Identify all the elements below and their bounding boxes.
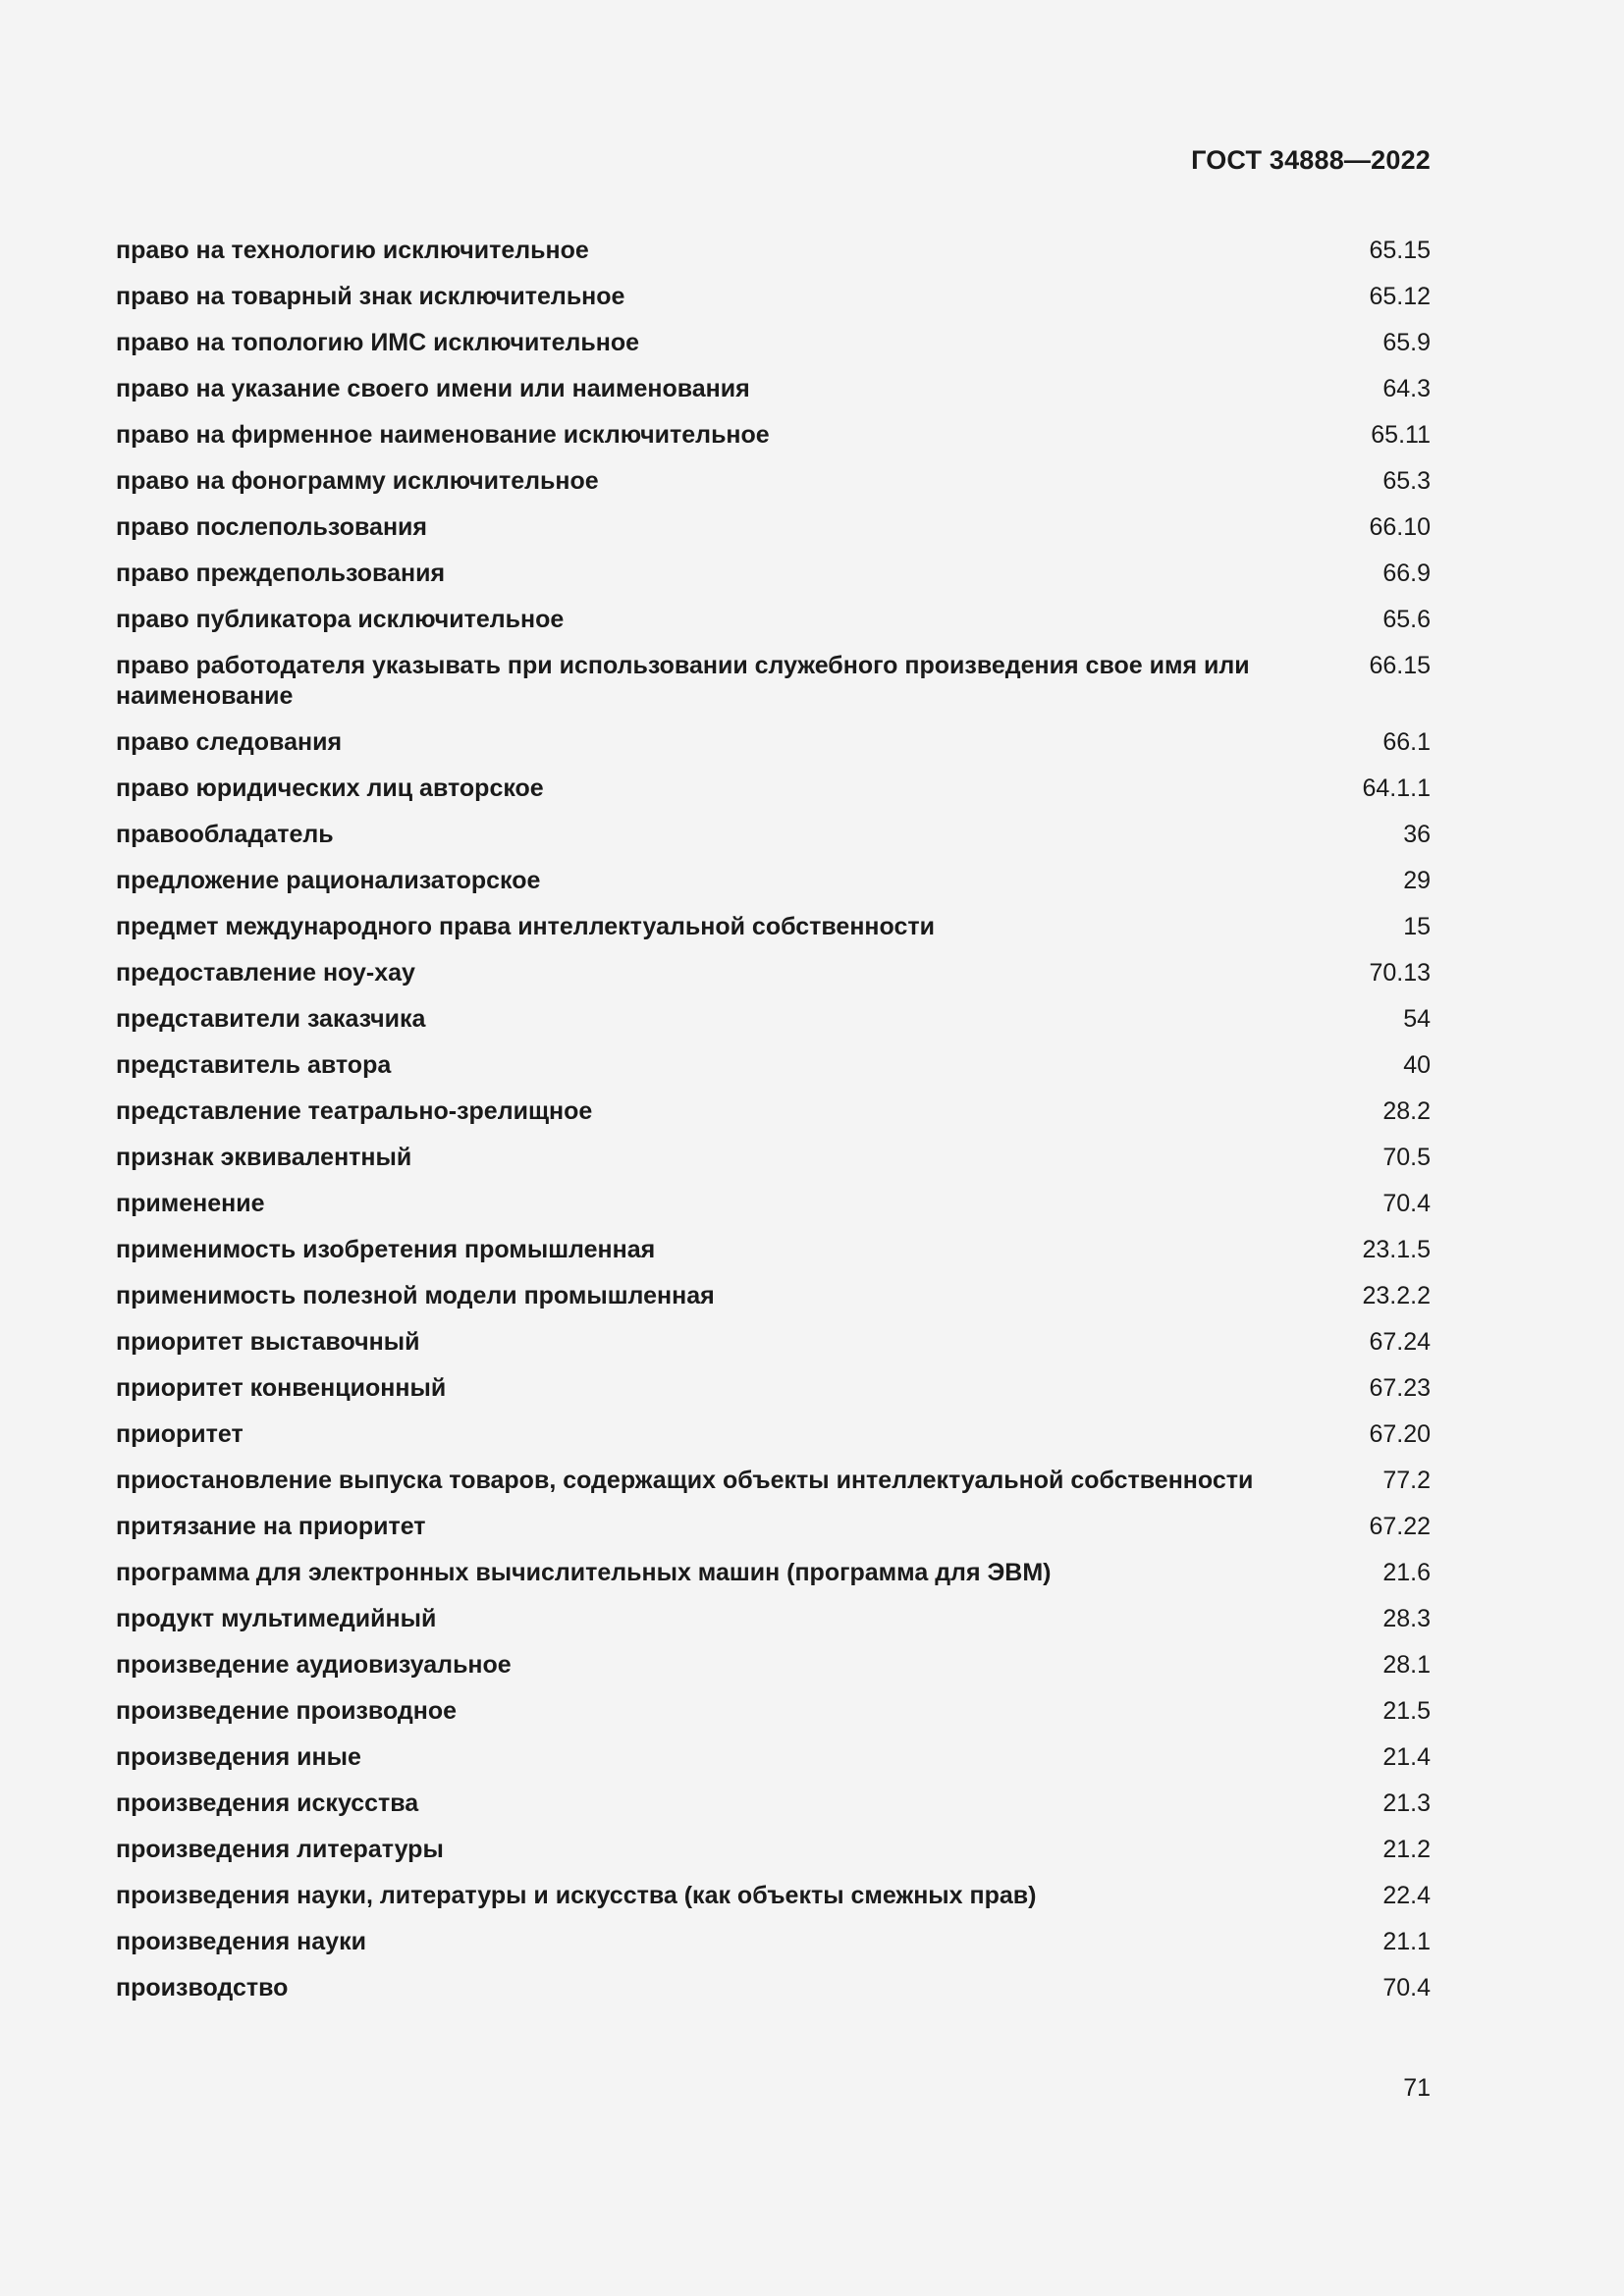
index-term: право на указание своего имени или наименования <box>116 375 750 402</box>
index-term: произведение аудиовизуальное <box>116 1651 512 1679</box>
index-term: приоритет <box>116 1420 244 1448</box>
index-reference: 65.9 <box>1382 329 1431 356</box>
index-entry <box>116 1143 1431 1173</box>
index-term: признак эквивалентный <box>116 1144 412 1171</box>
index-term: право на технологию исключительное <box>116 237 589 264</box>
index-term: применимость изобретения промышленная <box>116 1236 656 1263</box>
index-term: право на фонограмму исключительное <box>116 467 599 495</box>
index-entry <box>116 1650 1431 1681</box>
index-reference: 64.1.1 <box>1362 774 1431 802</box>
index-reference: 65.6 <box>1382 606 1431 633</box>
page-number: 71 <box>1403 2074 1431 2102</box>
index-term: право публикатора исключительное <box>116 606 565 633</box>
index-entry <box>116 958 1431 988</box>
index-reference: 67.22 <box>1369 1513 1431 1540</box>
index-entry <box>116 1558 1431 1588</box>
index-entry <box>116 1004 1431 1035</box>
index-entry <box>116 1050 1431 1081</box>
index-reference: 22.4 <box>1382 1882 1431 1909</box>
index-reference: 21.6 <box>1382 1559 1431 1586</box>
index-reference: 21.2 <box>1382 1836 1431 1863</box>
index-term: правообладатель <box>116 821 334 848</box>
index-reference: 65.11 <box>1371 421 1431 449</box>
index-term: предоставление ноу-хау <box>116 959 415 987</box>
index-term: произведения науки, литературы и искусства (как объекты смежных прав) <box>116 1882 1037 1909</box>
index-reference: 40 <box>1403 1051 1431 1079</box>
index-reference: 66.15 <box>1369 652 1431 679</box>
index-reference: 66.9 <box>1382 560 1431 587</box>
index-term: произведения науки <box>116 1928 366 1955</box>
index-entry <box>116 651 1431 712</box>
index-reference: 67.24 <box>1369 1328 1431 1356</box>
index-reference: 54 <box>1403 1005 1431 1033</box>
index-entry <box>116 512 1431 543</box>
index-entry <box>116 374 1431 404</box>
index-term: производство <box>116 1974 289 2002</box>
index-entry <box>116 1789 1431 1819</box>
index-reference: 21.5 <box>1382 1697 1431 1725</box>
index-reference: 15 <box>1403 913 1431 940</box>
index-entry <box>116 328 1431 358</box>
index-reference: 21.1 <box>1382 1928 1431 1955</box>
index-term: приостановление выпуска товаров, содержащих объекты интеллектуальной собственности <box>116 1467 1254 1494</box>
index-term: произведения литературы <box>116 1836 444 1863</box>
index-term: продукт мультимедийный <box>116 1605 437 1632</box>
index-term: право на товарный знак исключительное <box>116 283 625 310</box>
index-term: право преждепользования <box>116 560 446 587</box>
index-entry <box>116 1235 1431 1265</box>
index-reference: 64.3 <box>1382 375 1431 402</box>
index-entry <box>116 282 1431 312</box>
index-entry <box>116 1096 1431 1127</box>
index-reference: 65.15 <box>1369 237 1431 264</box>
index-term: произведения иные <box>116 1743 361 1771</box>
index-reference: 67.20 <box>1369 1420 1431 1448</box>
index-entry <box>116 1696 1431 1727</box>
index-entry <box>116 774 1431 804</box>
index-reference: 28.2 <box>1382 1097 1431 1125</box>
index-reference: 66.1 <box>1382 728 1431 756</box>
index-reference: 21.3 <box>1382 1789 1431 1817</box>
index-term: право работодателя указывать при использовании служебного произведения свое имя или наименование <box>116 652 1250 710</box>
index-entry <box>116 1327 1431 1358</box>
index-reference: 70.5 <box>1382 1144 1431 1171</box>
index-entry <box>116 605 1431 635</box>
index-entry <box>116 1927 1431 1957</box>
index-term: право послепользования <box>116 513 428 541</box>
index-entry <box>116 1742 1431 1773</box>
index-entry <box>116 1835 1431 1865</box>
index-term: представители заказчика <box>116 1005 426 1033</box>
index-term: притязание на приоритет <box>116 1513 426 1540</box>
index-entry <box>116 866 1431 896</box>
index-entry <box>116 1419 1431 1450</box>
index-entry <box>116 1604 1431 1634</box>
index-term: право на фирменное наименование исключительное <box>116 421 770 449</box>
index-reference: 23.2.2 <box>1362 1282 1431 1309</box>
index-term: программа для электронных вычислительных машин (программа для ЭВМ) <box>116 1559 1052 1586</box>
index-term: представитель автора <box>116 1051 392 1079</box>
index-term: предложение рационализаторское <box>116 867 541 894</box>
index-entry <box>116 236 1431 266</box>
index-term: приоритет выставочный <box>116 1328 420 1356</box>
index-reference: 77.2 <box>1382 1467 1431 1494</box>
index-entry <box>116 1373 1431 1404</box>
index-reference: 36 <box>1403 821 1431 848</box>
alphabetical-index <box>116 236 1431 2019</box>
index-entry <box>116 466 1431 497</box>
index-term: право на топологию ИМС исключительное <box>116 329 640 356</box>
index-reference: 70.4 <box>1382 1974 1431 2002</box>
index-entry <box>116 1189 1431 1219</box>
index-reference: 21.4 <box>1382 1743 1431 1771</box>
index-reference: 67.23 <box>1369 1374 1431 1402</box>
index-reference: 70.13 <box>1369 959 1431 987</box>
index-entry <box>116 912 1431 942</box>
index-term: представление театрально-зрелищное <box>116 1097 593 1125</box>
index-term: применимость полезной модели промышленная <box>116 1282 715 1309</box>
index-reference: 28.1 <box>1382 1651 1431 1679</box>
index-entry <box>116 727 1431 758</box>
index-entry <box>116 1973 1431 2003</box>
index-reference: 65.12 <box>1369 283 1431 310</box>
index-term: приоритет конвенционный <box>116 1374 447 1402</box>
index-term: предмет международного права интеллектуальной собственности <box>116 913 935 940</box>
index-entry <box>116 820 1431 850</box>
index-entry <box>116 1281 1431 1311</box>
index-reference: 66.10 <box>1369 513 1431 541</box>
document-header: ГОСТ 34888—2022 <box>1191 145 1431 175</box>
index-term: произведения искусства <box>116 1789 419 1817</box>
index-entry <box>116 559 1431 589</box>
index-reference: 29 <box>1403 867 1431 894</box>
index-reference: 28.3 <box>1382 1605 1431 1632</box>
index-reference: 23.1.5 <box>1362 1236 1431 1263</box>
index-entry <box>116 1466 1431 1496</box>
index-entry <box>116 1881 1431 1911</box>
index-term: право юридических лиц авторское <box>116 774 544 802</box>
index-reference: 70.4 <box>1382 1190 1431 1217</box>
index-term: право следования <box>116 728 343 756</box>
index-reference: 65.3 <box>1382 467 1431 495</box>
index-entry <box>116 1512 1431 1542</box>
index-term: применение <box>116 1190 265 1217</box>
index-term: произведение производное <box>116 1697 458 1725</box>
index-entry <box>116 420 1431 451</box>
